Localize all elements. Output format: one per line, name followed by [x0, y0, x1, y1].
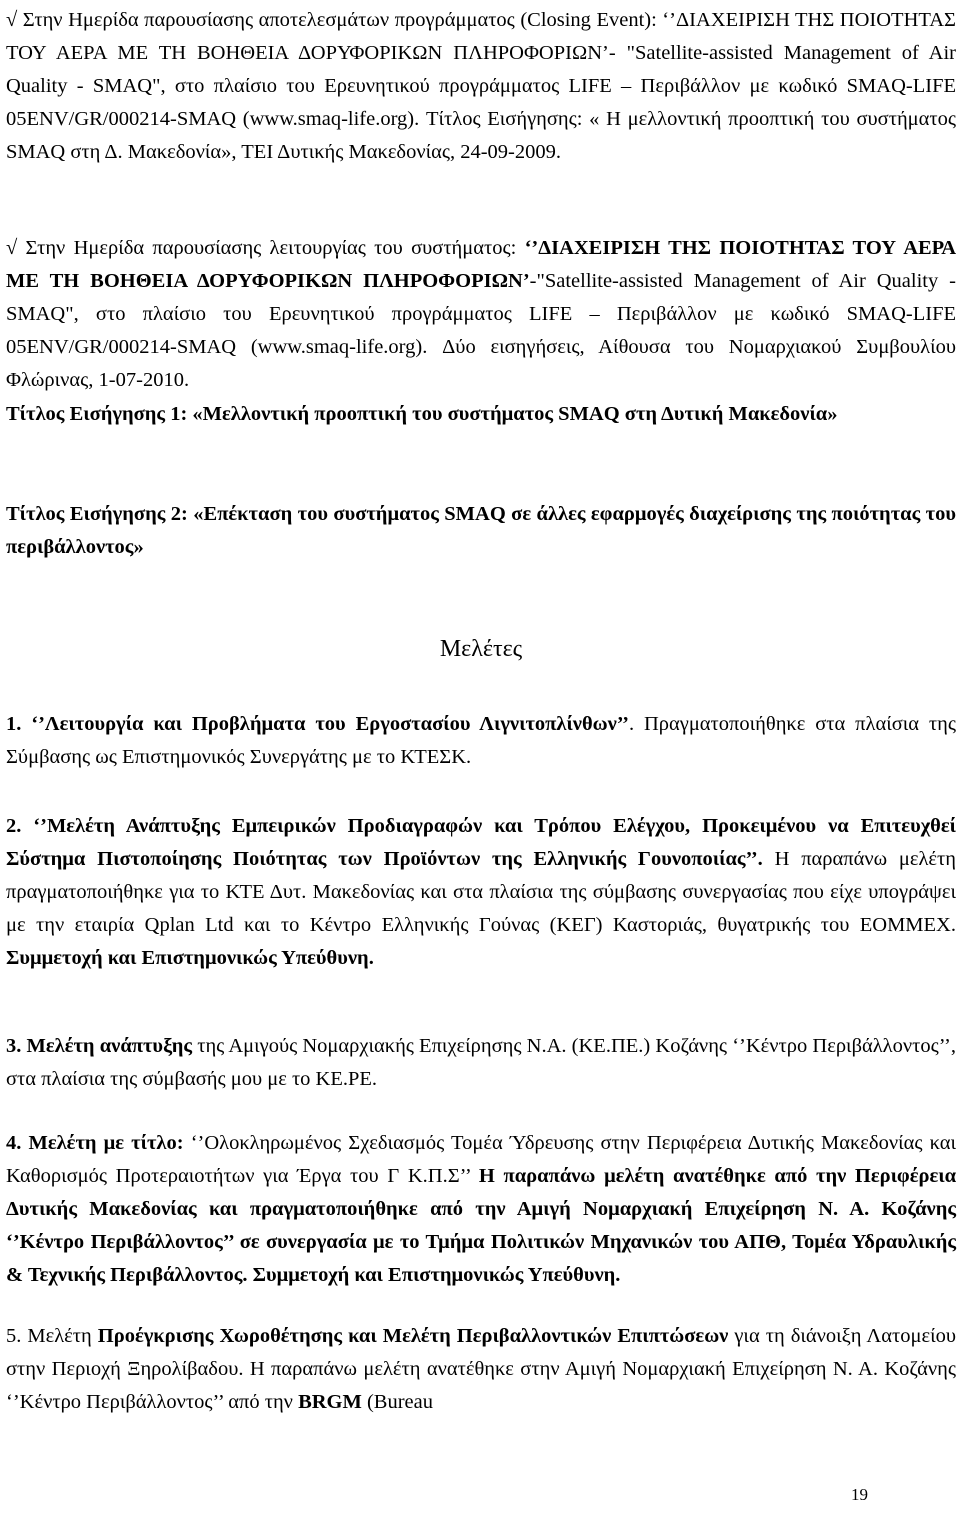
study-item-1 — [6, 708, 956, 774]
study-2-title: 2. ‘’Μελέτη Ανάπτυξης Εμπειρικών Προδιαγραφών και Τρόπου Ελέγχου, Προκειμένου να Επιτευχθεί Σύστημα Πιστοποίησης Ποιότητας των Προϊόντων της Ελληνικής Γουνοποιίας’’. — [6, 815, 956, 870]
study-item-4 — [6, 1127, 956, 1292]
study-1-text: . Πραγματοποιήθηκε στα πλαίσια της Σύμβασης ως Επιστημονικός Συνεργάτης με το ΚΤΕΣΚ. — [6, 713, 957, 768]
study-4-title: 4. Μελέτη με τίτλο: — [6, 1132, 184, 1154]
system-operation-paragraph — [6, 232, 956, 397]
checkmark-icon: √ — [6, 237, 18, 259]
study-5-brgm: BRGM — [298, 1391, 362, 1413]
presentation-title-1: Τίτλος Εισήγησης 1: «Μελλοντική προοπτική του συστήματος SMAQ στη Δυτική Μακεδονία» — [6, 403, 838, 425]
study-5-text-end: (Bureau — [361, 1391, 434, 1413]
study-2-role: Συμμετοχή και Επιστημονικώς Υπεύθυνη. — [6, 947, 374, 969]
study-2-text: Η παραπάνω μελέτη πραγματοποιήθηκε για το ΚΤΕ Δυτ. Μακεδονίας και στα πλαίσια της σύμβασης συνεργασίας που είχε υπογράψει με την εταιρία Qplan Ltd και το Κέντρο Ελληνικής Γούνας (ΚΕΓ) Καστοριάς, θυγατρικής του ΕΟΜΜΕΧ. — [6, 848, 957, 936]
closing-event-paragraph — [6, 4, 956, 169]
study-4-text: ‘’Ολοκληρωμένος Σχεδιασμός Τομέα Ύδρευσης στην Περιφέρεια Δυτικής Μακεδονίας και Καθορισμός Προτεραιοτήτων για Έργα του Γ Κ.Π.Σ’’ — [6, 1132, 956, 1187]
presentation-title-2: Τίτλος Εισήγησης 2: «Επέκταση του συστήματος SMAQ σε άλλες εφαρμογές διαχείρισης της ποιότητας του περιβάλλοντος» — [6, 503, 956, 558]
system-operation-text: -"Satellite-assisted Management of Air Quality - SMAQ", στο πλαίσιο του Ερευνητικού προγράμματος LIFE – Περιβάλλον με κωδικό SMAQ-LIFE 05ENV/GR/000214-SMAQ (www.smaq-life.org). Δύο εισηγήσεις, Αίθουσα του Νομαρχιακού Συμβουλίου Φλώρινας, 1-07-2010. — [6, 270, 956, 391]
study-item-2 — [6, 810, 956, 975]
closing-event-text: Στην Ημερίδα παρουσίασης αποτελεσμάτων προγράμματος (Closing Event): ‘’ΔΙΑΧΕΙΡΙΣΗ ΤΗΣ ΠΟΙΟΤΗΤΑΣ ΤΟΥ ΑΕΡΑ ΜΕ ΤΗ ΒΟΗΘΕΙΑ ΔΟΡΥΦΟΡΙΚΩΝ ΠΛΗΡΟΦΟΡΙΩΝ’- "Satellite-assisted Management of Air Quality - SMAQ", στο πλαίσιο του Ερευνητικού προγράμματος LIFE – Περιβάλλον με κωδικό SMAQ-LIFE 05ENV/GR/000214-SMAQ (www.smaq-life.org). Τίτλος Εισήγησης: « Η μελλοντική προοπτική του συστήματος SMAQ στη Δ. Μακεδονία», ΤΕΙ Δυτικής Μακεδονίας, 24-09-2009. — [6, 9, 956, 163]
study-item-3 — [6, 1030, 956, 1096]
study-4-details: Η παραπάνω μελέτη ανατέθηκε από την Περιφέρεια Δυτικής Μακεδονίας και πραγματοποιήθηκε από την Αμιγή Νομαρχιακή Επιχείρηση Ν. Α. Κοζάνης ‘’Κέντρο Περιβάλλοντος’’ σε συνεργασία με το Τμήμα Πολιτικών Μηχανικών του ΑΠΘ, Τομέα Υδραυλικής & Τεχνικής Περιβάλλοντος. Συμμετοχή και Επιστημονικώς Υπεύθυνη. — [6, 1165, 957, 1286]
study-3-title: 3. Μελέτη ανάπτυξης — [6, 1035, 193, 1057]
system-operation-intro: Στην Ημερίδα παρουσίασης λειτουργίας του συστήματος: — [17, 237, 517, 259]
study-item-5 — [6, 1320, 956, 1419]
study-5-title: Προέγκρισης Χωροθέτησης και Μελέτη Περιβαλλοντικών Επιπτώσεων — [97, 1325, 729, 1347]
study-5-text: για τη διάνοιξη Λατομείου στην Περιοχή Ξηρολίβαδου. Η παραπάνω μελέτη ανατέθηκε στην Αμιγή Νομαρχιακή Επιχείρηση Ν. Α. Κοζάνης ‘’Κέντρο Περιβάλλοντος’’ από την — [6, 1325, 957, 1413]
page-number: 19 — [851, 1485, 868, 1504]
section-heading: Μελέτες — [439, 636, 523, 662]
system-operation-title: ‘’ΔΙΑΧΕΙΡΙΣΗ ΤΗΣ ΠΟΙΟΤΗΤΑΣ ΤΟΥ ΑΕΡΑ ΜΕ ΤΗ ΒΟΗΘΕΙΑ ΔΟΡΥΦΟΡΙΚΩΝ ΠΛΗΡΟΦΟΡΙΩΝ’ — [6, 237, 956, 292]
checkmark-icon: √ — [6, 9, 18, 31]
study-3-text: της Αμιγούς Νομαρχιακής Επιχείρησης Ν.Α. (ΚΕ.ΠΕ.) Κοζάνης ‘’Κέντρο Περιβάλλοντος’’, στα πλαίσια της σύμβασής μου με το ΚΕ.ΡΕ. — [6, 1035, 956, 1090]
study-1-title: 1. ‘’Λειτουργία και Προβλήματα του Εργοστασίου Λιγνιτοπλίνθων’’ — [6, 713, 629, 735]
study-5-number: 5. Μελέτη — [6, 1325, 98, 1347]
